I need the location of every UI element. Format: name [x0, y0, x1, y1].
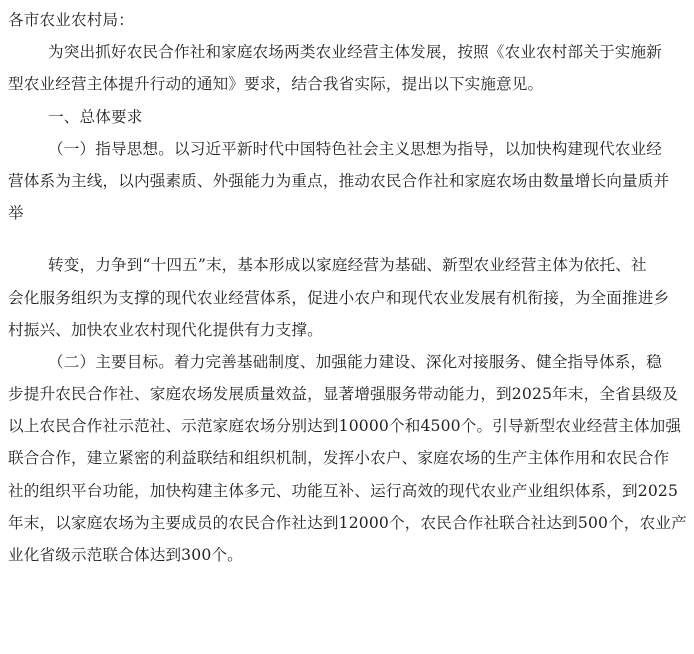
main-goals-line-5: 社的组织平台功能，加快构建主体多元、功能互补、运行高效的现代农业产业组织体系，到2025: [8, 481, 679, 500]
main-goals-line-7: 业化省级示范联合体达到300个。: [8, 546, 243, 564]
main-goals-line-3: 以上农民合作社示范社、示范家庭农场分别达到10000个和4500个。引导新型农业经营主体加强: [8, 417, 682, 436]
intro-line-2: 型农业经营主体提升行动的通知》要求，结合我省实际，提出以下实施意见。: [8, 75, 544, 94]
transition-line-1: 转变，力争到“十四五”末，基本形成以家庭经营为基础、新型农业经营主体为依托、社: [48, 256, 647, 275]
transition-line-2: 会化服务组织为支撑的现代农业经营体系，促进小农户和现代农业发展有机衔接，为全面推进乡: [8, 288, 670, 307]
section-heading-general-requirements: 一、总体要求: [48, 107, 143, 126]
salutation: 各市农业农村局：: [8, 11, 134, 29]
guiding-thought-line-1: （一）指导思想。以习近平新时代中国特色社会主义思想为指导，以加快构建现代农业经: [48, 139, 663, 158]
main-goals-line-4: 联合合作，建立紧密的利益联结和组织机制，发挥小农户、家庭农场的生产主体作用和农民合作: [8, 449, 670, 468]
guiding-thought-line-2: 营体系为主线，以内强素质、外强能力为重点，推动农民合作社和家庭农场由数量增长向量质并: [8, 171, 670, 190]
document-body: [8, 4, 690, 571]
transition-line-3: 村振兴、加快农业农村现代化提供有力支撑。: [8, 320, 323, 339]
main-goals-line-2: 步提升农民合作社、家庭农场发展质量效益，显著增强服务带动能力，到2025年末，全省县级及: [8, 385, 679, 404]
main-goals-line-1: （二）主要目标。着力完善基础制度、加强能力建设、深化对接服务、健全指导体系，稳: [48, 352, 663, 371]
main-goals-line-6: 年末，以家庭农场为主要成员的农民合作社达到12000个，农民合作社联合社达到500个，农业产: [8, 513, 687, 532]
guiding-thought-line-3: 举: [8, 204, 24, 223]
intro-line-1: 为突出抓好农民合作社和家庭农场两类农业经营主体发展，按照《农业农村部关于实施新: [48, 43, 663, 62]
